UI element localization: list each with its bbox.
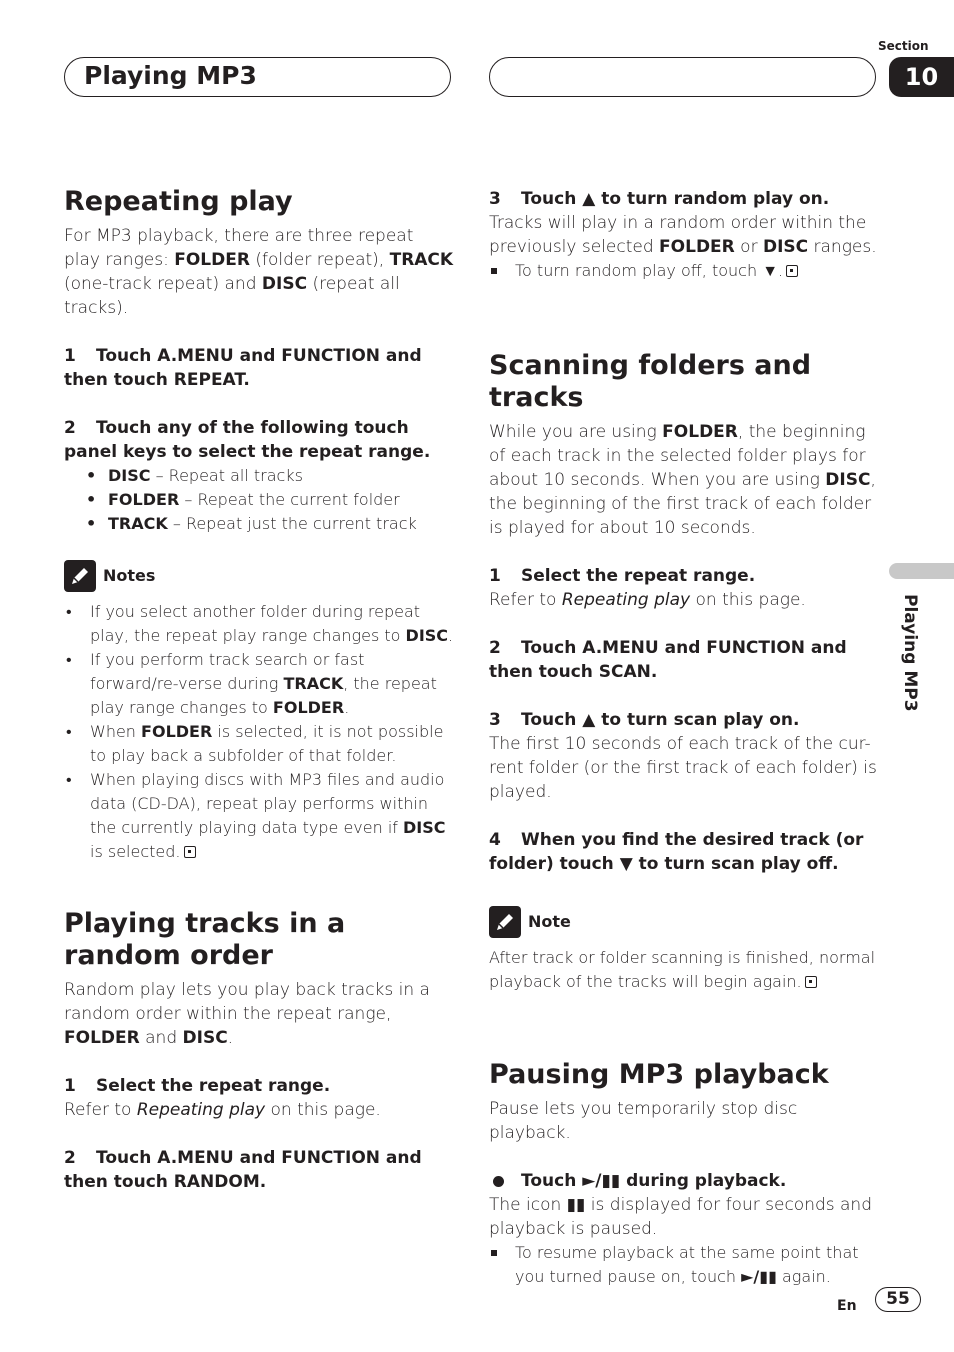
list-item: • When FOLDER is selected, it is not possible to play back a subfolder of that folder. bbox=[64, 720, 454, 768]
up-arrow-icon: ▲ bbox=[582, 710, 596, 730]
right-column bbox=[489, 187, 879, 1289]
random-step-1-ref: Refer to Repeating play on this page. bbox=[64, 1100, 381, 1120]
repeat-range-list bbox=[64, 464, 454, 536]
section-number: 10 bbox=[889, 57, 954, 97]
scan-step-3-body: The first 10 seconds of each track of the cur-rent folder (or the first track of each folder) is played. bbox=[489, 734, 877, 802]
list-item: • If you select another folder during repeat play, the repeat play range changes to DISC. bbox=[64, 600, 454, 648]
down-arrow-icon: ▼ bbox=[762, 261, 779, 280]
play-pause-icon: ►/▮▮ bbox=[582, 1171, 621, 1191]
random-step-3: 3 Touch ▲ to turn random play on. bbox=[489, 189, 830, 209]
section-label: Section bbox=[878, 39, 929, 53]
scan-step-4: 4 When you find the desired track (or folder) touch ▼ to turn scan play off. bbox=[489, 830, 864, 874]
random-step-1: 1 Select the repeat range. bbox=[64, 1076, 331, 1096]
random-off-note: To turn random play off, touch ▼. bbox=[489, 259, 879, 283]
side-tab-label: Playing MP3 bbox=[900, 594, 920, 712]
down-arrow-icon: ▼ bbox=[619, 854, 633, 874]
play-pause-icon: ►/▮▮ bbox=[741, 1267, 777, 1286]
header-empty-pill bbox=[489, 57, 876, 97]
end-of-section-icon bbox=[805, 976, 817, 988]
scan-step-1: 1 Select the repeat range. bbox=[489, 566, 756, 586]
pencil-note-icon bbox=[64, 560, 96, 592]
up-arrow-icon: ▲ bbox=[582, 189, 596, 209]
repeat-notes-list bbox=[64, 600, 454, 864]
note-header bbox=[489, 906, 879, 938]
note-label: Note bbox=[528, 912, 571, 931]
scan-step-1-ref: Refer to Repeating play on this page. bbox=[489, 590, 806, 610]
random-heading: Playing tracks in a random order bbox=[64, 908, 346, 971]
notes-label: Notes bbox=[103, 566, 156, 585]
pause-icon: ▮▮ bbox=[566, 1195, 586, 1215]
list-item: • FOLDER – Repeat the current folder bbox=[86, 488, 454, 512]
end-of-section-icon bbox=[184, 846, 196, 858]
page-number: 55 bbox=[875, 1287, 921, 1312]
list-item: • If you perform track search or fast forward/re-verse during TRACK, the repeat play range changes to FOLDER. bbox=[64, 648, 454, 720]
repeat-step-1: 1 Touch A.MENU and FUNCTION and then touch REPEAT. bbox=[64, 346, 422, 390]
list-item: • When playing discs with MP3 files and audio data (CD-DA), repeat play performs within the currently playing data type even if DISC is selected. bbox=[64, 768, 454, 864]
header-title-pill bbox=[64, 57, 451, 97]
list-item: • TRACK – Repeat just the current track bbox=[86, 512, 454, 536]
pause-heading: Pausing MP3 playback bbox=[489, 1059, 829, 1090]
page-header-title: Playing MP3 bbox=[84, 61, 257, 90]
list-item: • DISC – Repeat all tracks bbox=[86, 464, 454, 488]
scan-note: After track or folder scanning is finished, normal playback of the tracks will begin again. bbox=[489, 948, 876, 991]
end-of-section-icon bbox=[786, 265, 798, 277]
repeat-intro: For MP3 playback, there are three repeat play ranges: FOLDER (folder repeat), TRACK (one-track repeat) and DISC (repeat all tracks). bbox=[64, 226, 454, 318]
pause-resume-note: To resume playback at the same point that you turned pause on, touch ►/▮▮ again. bbox=[489, 1241, 879, 1289]
random-step-2: 2 Touch A.MENU and FUNCTION and then touch RANDOM. bbox=[64, 1148, 422, 1192]
scan-step-2: 2 Touch A.MENU and FUNCTION and then touch SCAN. bbox=[489, 638, 847, 682]
random-step-3-body: Tracks will play in a random order within the previously selected FOLDER or DISC ranges. bbox=[489, 213, 877, 257]
repeat-heading: Repeating play bbox=[64, 186, 293, 217]
scan-step-3: 3 Touch ▲ to turn scan play on. bbox=[489, 710, 800, 730]
footer-language: En bbox=[837, 1298, 857, 1314]
scan-heading: Scanning folders and tracks bbox=[489, 350, 812, 413]
repeat-step-2: 2 Touch any of the following touch panel keys to select the repeat range. bbox=[64, 418, 431, 462]
pause-intro: Pause lets you temporarily stop disc playback. bbox=[489, 1099, 798, 1143]
side-tab-marker bbox=[889, 563, 954, 579]
random-intro: Random play lets you play back tracks in a random order within the repeat range, FOLDER and DISC. bbox=[64, 980, 430, 1048]
filled-circle-icon bbox=[493, 1176, 504, 1187]
scan-intro: While you are using FOLDER, the beginning of each track in the selected folder plays for about 10 seconds. When you are using DISC, the beginning of the first track of each folder is played for about 10 seconds. bbox=[489, 422, 876, 538]
pencil-note-icon bbox=[489, 906, 521, 938]
left-column-random bbox=[64, 908, 454, 1194]
notes-header bbox=[64, 560, 454, 592]
pause-body: The icon ▮▮ is displayed for four seconds and playback is paused. bbox=[489, 1195, 872, 1239]
left-column bbox=[64, 186, 454, 864]
pause-step: Touch ►/▮▮ during playback. bbox=[489, 1169, 879, 1193]
